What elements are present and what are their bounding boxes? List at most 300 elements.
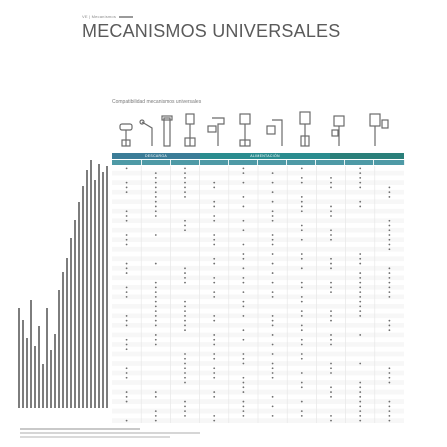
- compat-mark: [126, 263, 128, 265]
- compat-mark: [359, 301, 361, 303]
- compat-mark: [301, 353, 303, 355]
- universal-valve-icon: [370, 114, 388, 146]
- compat-mark: [155, 196, 157, 198]
- product-icons-svg: [112, 110, 404, 152]
- compat-mark: [184, 282, 186, 284]
- compat-mark: [330, 391, 332, 393]
- compat-mark: [272, 191, 274, 193]
- compat-mark: [243, 301, 245, 303]
- compat-mark: [213, 206, 215, 208]
- compat-mark: [272, 325, 274, 327]
- compat-mark: [330, 177, 332, 179]
- compat-mark: [213, 396, 215, 398]
- compat-mark: [389, 296, 391, 298]
- group-header-extra: [330, 153, 404, 159]
- compat-mark: [359, 258, 361, 260]
- compat-mark: [359, 282, 361, 284]
- compat-mark: [243, 353, 245, 355]
- compat-mark: [213, 415, 215, 417]
- group-header-descarga: DESCARGA: [112, 153, 200, 159]
- compat-mark: [301, 201, 303, 203]
- compat-mark: [184, 196, 186, 198]
- compat-mark: [184, 272, 186, 274]
- compat-mark: [330, 263, 332, 265]
- compat-mark: [330, 291, 332, 293]
- compat-mark: [126, 396, 128, 398]
- compat-mark: [213, 282, 215, 284]
- compat-mark: [359, 334, 361, 336]
- compat-mark: [272, 172, 274, 174]
- compat-mark: [155, 177, 157, 179]
- compat-mark: [301, 372, 303, 374]
- compat-mark: [155, 415, 157, 417]
- compat-mark: [330, 229, 332, 231]
- compat-mark: [243, 415, 245, 417]
- compat-mark: [301, 386, 303, 388]
- compat-mark: [330, 344, 332, 346]
- compat-mark: [126, 420, 128, 422]
- compat-mark: [272, 182, 274, 184]
- compat-mark: [126, 296, 128, 298]
- compat-mark: [359, 206, 361, 208]
- subtitle-text: Compatibilidad mecanismos universales: [112, 99, 202, 105]
- compat-mark: [272, 396, 274, 398]
- compat-mark: [389, 267, 391, 269]
- compat-mark: [243, 206, 245, 208]
- compat-mark: [155, 172, 157, 174]
- compat-mark: [184, 367, 186, 369]
- compat-mark: [272, 372, 274, 374]
- footnote-line: [20, 432, 200, 434]
- compat-mark: [301, 229, 303, 231]
- compat-mark: [184, 382, 186, 384]
- compat-mark: [389, 382, 391, 384]
- compat-mark: [301, 344, 303, 346]
- compat-mark: [272, 263, 274, 265]
- compat-mark: [272, 220, 274, 222]
- compat-mark: [184, 167, 186, 169]
- table-subtitle: [112, 99, 201, 105]
- compat-mark: [155, 396, 157, 398]
- compat-mark: [126, 167, 128, 169]
- compat-mark: [243, 282, 245, 284]
- compat-mark: [213, 339, 215, 341]
- compat-mark: [359, 177, 361, 179]
- compat-mark: [272, 315, 274, 317]
- compat-mark: [184, 358, 186, 360]
- compat-mark: [272, 244, 274, 246]
- compat-mark: [359, 182, 361, 184]
- compat-mark: [389, 244, 391, 246]
- compat-mark: [330, 234, 332, 236]
- compat-mark: [243, 339, 245, 341]
- compat-mark: [213, 367, 215, 369]
- compat-mark: [389, 220, 391, 222]
- compat-mark: [243, 405, 245, 407]
- compat-mark: [243, 410, 245, 412]
- compat-mark: [301, 182, 303, 184]
- lever-icon: [140, 120, 152, 146]
- compat-mark: [213, 277, 215, 279]
- compat-mark: [184, 177, 186, 179]
- compat-mark: [155, 206, 157, 208]
- compat-mark: [330, 415, 332, 417]
- tag-divider: [119, 16, 133, 18]
- compat-mark: [301, 286, 303, 288]
- compat-mark: [272, 253, 274, 255]
- compat-mark: [243, 382, 245, 384]
- compat-mark: [389, 401, 391, 403]
- compat-mark: [389, 239, 391, 241]
- compat-mark: [126, 215, 128, 217]
- compat-mark: [126, 348, 128, 350]
- group-header-alimentacion: ALIMENTACIÓN: [200, 153, 330, 159]
- compat-mark: [359, 396, 361, 398]
- compat-mark: [272, 234, 274, 236]
- side-inlet-icon: [267, 120, 282, 146]
- compat-mark: [389, 320, 391, 322]
- compat-mark: [272, 405, 274, 407]
- compat-mark: [389, 325, 391, 327]
- compat-mark: [243, 391, 245, 393]
- compat-mark: [155, 296, 157, 298]
- compat-mark: [184, 191, 186, 193]
- compat-mark: [389, 377, 391, 379]
- compat-mark: [155, 210, 157, 212]
- compat-mark: [301, 358, 303, 360]
- compat-mark: [330, 367, 332, 369]
- compat-mark: [155, 201, 157, 203]
- compat-mark: [359, 386, 361, 388]
- compat-mark: [359, 382, 361, 384]
- compat-mark: [213, 377, 215, 379]
- compat-mark: [301, 382, 303, 384]
- compat-mark: [389, 272, 391, 274]
- compat-mark: [126, 220, 128, 222]
- compat-mark: [301, 196, 303, 198]
- compat-mark: [389, 329, 391, 331]
- compat-mark: [243, 386, 245, 388]
- compat-mark: [184, 401, 186, 403]
- compat-mark: [126, 401, 128, 403]
- compat-mark: [359, 310, 361, 312]
- compat-mark: [126, 372, 128, 374]
- compat-mark: [155, 320, 157, 322]
- compat-mark: [301, 415, 303, 417]
- compat-mark: [155, 182, 157, 184]
- compat-mark: [184, 325, 186, 327]
- compat-mark: [359, 187, 361, 189]
- compat-mark: [301, 410, 303, 412]
- compat-mark: [330, 267, 332, 269]
- compat-mark: [272, 291, 274, 293]
- float-valve-icon: [208, 118, 224, 146]
- compat-mark: [359, 201, 361, 203]
- compat-mark: [155, 291, 157, 293]
- compat-mark: [213, 353, 215, 355]
- compat-mark: [330, 396, 332, 398]
- compat-mark: [213, 239, 215, 241]
- compat-mark: [272, 334, 274, 336]
- compat-mark: [330, 420, 332, 422]
- compat-mark: [184, 315, 186, 317]
- section-tag: [82, 14, 133, 19]
- compat-mark: [126, 291, 128, 293]
- compat-mark: [389, 196, 391, 198]
- compat-mark: [272, 210, 274, 212]
- compat-mark: [272, 320, 274, 322]
- compat-mark: [359, 401, 361, 403]
- compat-mark: [330, 187, 332, 189]
- brand-label-text: [18, 308, 20, 408]
- compat-mark: [213, 372, 215, 374]
- compat-mark: [301, 210, 303, 212]
- compat-mark: [184, 229, 186, 231]
- compat-mark: [359, 291, 361, 293]
- compat-mark: [213, 244, 215, 246]
- compat-mark: [213, 296, 215, 298]
- compat-mark: [301, 301, 303, 303]
- compat-mark: [359, 272, 361, 274]
- compat-mark: [359, 363, 361, 365]
- compat-mark: [243, 315, 245, 317]
- compat-mark: [272, 296, 274, 298]
- compat-mark: [389, 191, 391, 193]
- compat-mark: [243, 267, 245, 269]
- compat-mark: [359, 286, 361, 288]
- compat-mark: [155, 410, 157, 412]
- compat-mark: [155, 339, 157, 341]
- compat-mark: [359, 172, 361, 174]
- compat-mark: [243, 220, 245, 222]
- compat-mark: [389, 229, 391, 231]
- compat-mark: [301, 315, 303, 317]
- compat-mark: [389, 410, 391, 412]
- compat-mark: [359, 405, 361, 407]
- compat-mark: [155, 334, 157, 336]
- compat-mark: [359, 253, 361, 255]
- compatibility-grid-svg: [112, 166, 404, 423]
- compat-mark: [272, 239, 274, 241]
- compat-mark: [155, 305, 157, 307]
- compat-mark: [213, 334, 215, 336]
- compat-mark: [389, 187, 391, 189]
- compat-mark: [301, 339, 303, 341]
- compat-mark: [213, 391, 215, 393]
- compat-mark: [301, 239, 303, 241]
- compat-mark: [359, 167, 361, 169]
- compat-mark: [330, 215, 332, 217]
- compat-mark: [243, 182, 245, 184]
- compat-mark: [213, 187, 215, 189]
- compat-mark: [330, 206, 332, 208]
- compat-mark: [126, 244, 128, 246]
- compat-mark: [213, 420, 215, 422]
- compat-mark: [359, 315, 361, 317]
- compat-mark: [330, 334, 332, 336]
- compat-mark: [126, 339, 128, 341]
- compatibility-table: [112, 166, 404, 423]
- fill-valve-icon: [162, 116, 172, 146]
- compat-mark: [243, 167, 245, 169]
- compat-mark: [330, 286, 332, 288]
- footnote: [20, 428, 404, 442]
- compat-mark: [155, 301, 157, 303]
- compat-mark: [243, 401, 245, 403]
- compat-mark: [330, 339, 332, 341]
- compat-mark: [272, 272, 274, 274]
- compat-mark: [126, 234, 128, 236]
- compat-mark: [272, 377, 274, 379]
- compat-mark: [184, 301, 186, 303]
- column-header-bar: [112, 160, 404, 165]
- tall-valve-icon: [240, 114, 250, 146]
- bottom-inlet-icon: [300, 112, 310, 146]
- compat-mark: [126, 320, 128, 322]
- compat-mark: [359, 391, 361, 393]
- compat-mark: [155, 263, 157, 265]
- footnote-line: [20, 428, 140, 430]
- compat-mark: [213, 315, 215, 317]
- compat-mark: [243, 291, 245, 293]
- compat-mark: [272, 415, 274, 417]
- compat-mark: [126, 272, 128, 274]
- product-icon-strip: [112, 110, 404, 152]
- compat-mark: [272, 344, 274, 346]
- compat-mark: [243, 363, 245, 365]
- compat-mark: [184, 377, 186, 379]
- compat-mark: [126, 210, 128, 212]
- compat-mark: [330, 386, 332, 388]
- compat-mark: [243, 358, 245, 360]
- compat-mark: [213, 220, 215, 222]
- compat-mark: [126, 391, 128, 393]
- compat-mark: [213, 182, 215, 184]
- compat-mark: [301, 167, 303, 169]
- compat-mark: [126, 239, 128, 241]
- compat-mark: [126, 187, 128, 189]
- compat-mark: [126, 182, 128, 184]
- compat-mark: [184, 172, 186, 174]
- page-title: MECANISMOS UNIVERSALES: [82, 21, 341, 41]
- compat-mark: [272, 353, 274, 355]
- compat-mark: [184, 415, 186, 417]
- compat-mark: [155, 282, 157, 284]
- compat-mark: [243, 258, 245, 260]
- compat-mark: [330, 363, 332, 365]
- compat-mark: [184, 320, 186, 322]
- compat-mark: [243, 172, 245, 174]
- compat-mark: [330, 372, 332, 374]
- compat-mark: [126, 344, 128, 346]
- compat-mark: [213, 320, 215, 322]
- compat-mark: [243, 229, 245, 231]
- compat-mark: [155, 420, 157, 422]
- compat-mark: [213, 291, 215, 293]
- compat-mark: [359, 277, 361, 279]
- compat-mark: [272, 201, 274, 203]
- compat-mark: [126, 286, 128, 288]
- compat-mark: [301, 329, 303, 331]
- compat-mark: [213, 258, 215, 260]
- compat-mark: [213, 344, 215, 346]
- compat-mark: [359, 263, 361, 265]
- compat-mark: [155, 315, 157, 317]
- compat-mark: [389, 372, 391, 374]
- compat-mark: [389, 420, 391, 422]
- compat-mark: [126, 191, 128, 193]
- compat-mark: [301, 225, 303, 227]
- compat-mark: [272, 367, 274, 369]
- compat-mark: [389, 405, 391, 407]
- compat-mark: [243, 305, 245, 307]
- compat-mark: [301, 177, 303, 179]
- compat-mark: [359, 296, 361, 298]
- compat-mark: [301, 206, 303, 208]
- compat-mark: [184, 225, 186, 227]
- compat-mark: [184, 353, 186, 355]
- compat-mark: [330, 210, 332, 212]
- dual-flush-push-icon: [120, 124, 132, 146]
- brand-model-column: [16, 150, 112, 423]
- compat-mark: [330, 320, 332, 322]
- compat-mark: [213, 234, 215, 236]
- compat-mark: [243, 277, 245, 279]
- compat-mark: [126, 377, 128, 379]
- compat-mark: [330, 310, 332, 312]
- compat-mark: [389, 286, 391, 288]
- compat-mark: [389, 367, 391, 369]
- compat-mark: [359, 420, 361, 422]
- compat-mark: [155, 325, 157, 327]
- compat-mark: [301, 282, 303, 284]
- compat-mark: [389, 225, 391, 227]
- compat-mark: [330, 239, 332, 241]
- compat-mark: [243, 196, 245, 198]
- compat-mark: [389, 415, 391, 417]
- compat-mark: [389, 282, 391, 284]
- compat-mark: [184, 267, 186, 269]
- compat-mark: [301, 310, 303, 312]
- compat-mark: [301, 253, 303, 255]
- compat-mark: [155, 234, 157, 236]
- compat-mark: [272, 363, 274, 365]
- compact-valve-icon: [332, 116, 344, 146]
- compat-mark: [330, 258, 332, 260]
- compat-mark: [359, 415, 361, 417]
- compat-mark: [359, 410, 361, 412]
- compat-mark: [213, 201, 215, 203]
- compat-mark: [243, 377, 245, 379]
- compat-mark: [243, 244, 245, 246]
- compat-mark: [213, 215, 215, 217]
- compat-mark: [389, 234, 391, 236]
- compat-mark: [126, 315, 128, 317]
- compat-mark: [389, 248, 391, 250]
- compat-mark: [301, 258, 303, 260]
- compat-mark: [301, 296, 303, 298]
- compat-mark: [243, 253, 245, 255]
- compat-mark: [184, 310, 186, 312]
- compat-mark: [155, 344, 157, 346]
- compat-mark: [155, 215, 157, 217]
- compat-mark: [126, 325, 128, 327]
- compat-mark: [155, 310, 157, 312]
- compat-mark: [155, 187, 157, 189]
- brand-column-svg: [16, 150, 112, 423]
- compat-mark: [155, 391, 157, 393]
- compat-mark: [126, 367, 128, 369]
